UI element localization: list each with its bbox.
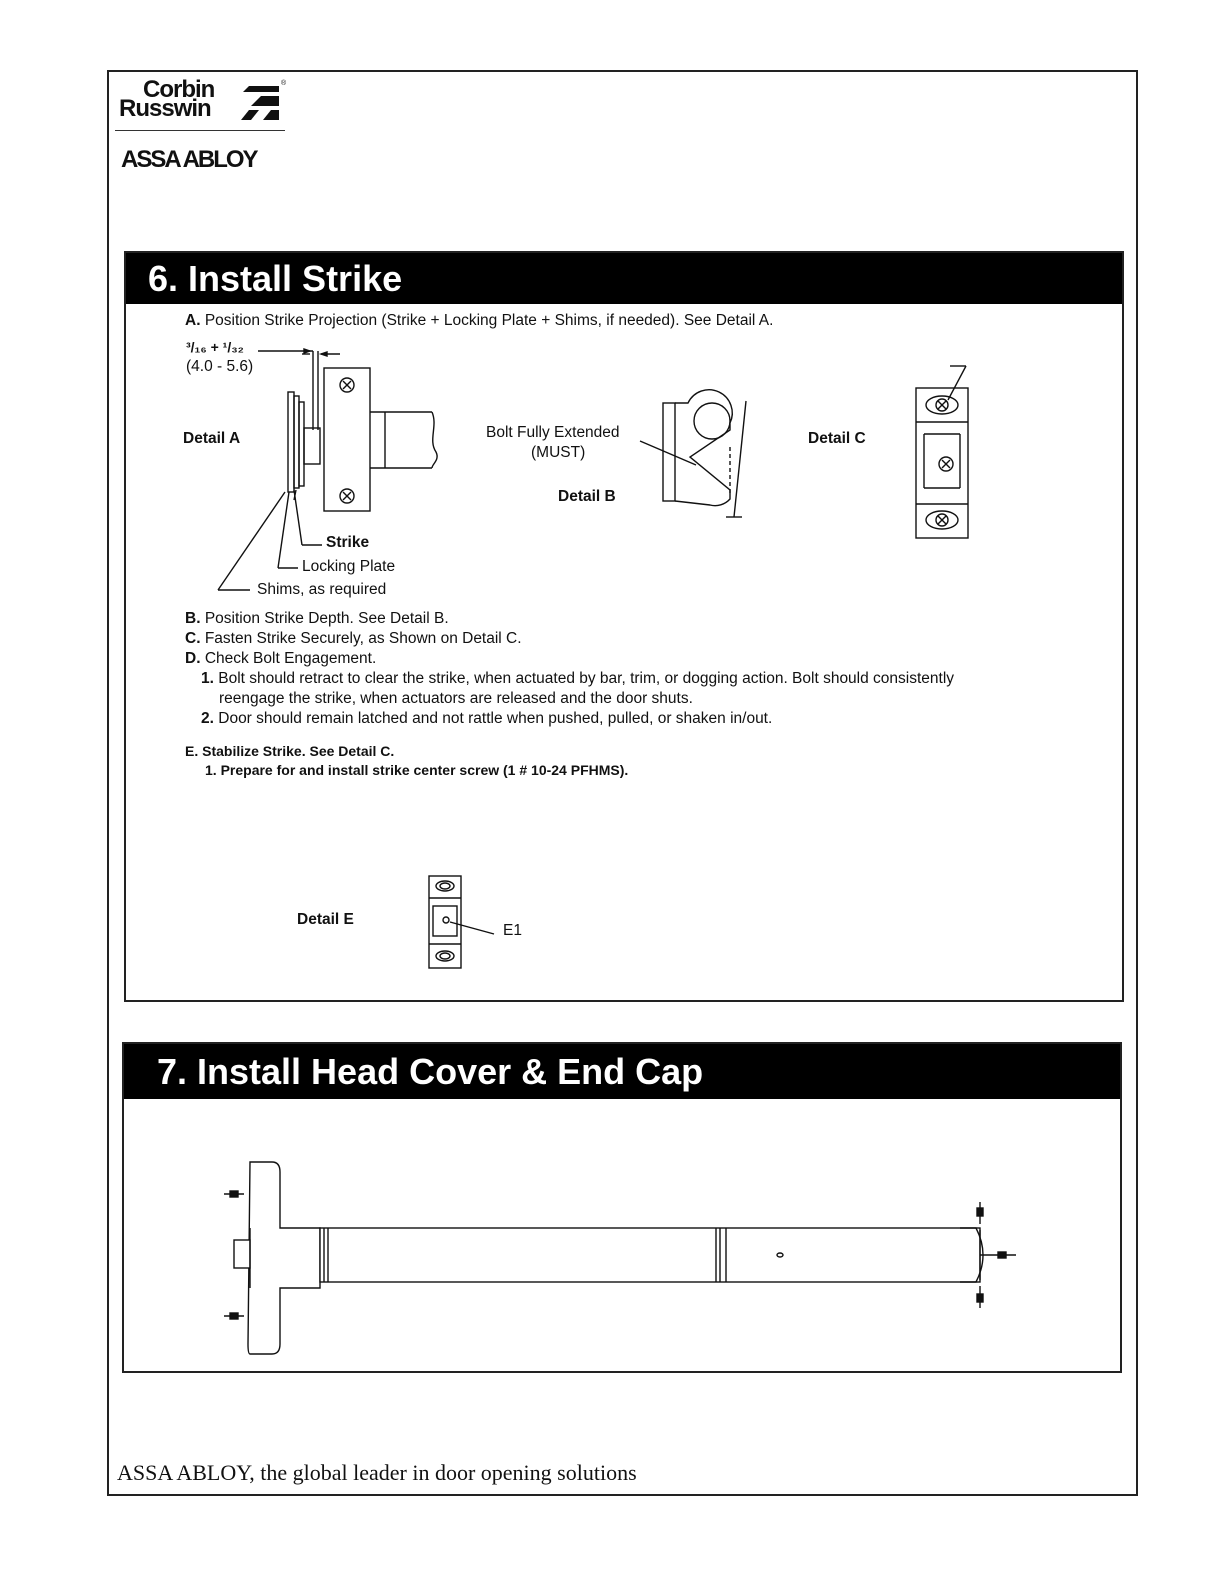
step-d1-text-line1: Bolt should retract to clear the strike, when actuated by bar, trim, or dogging action. Bolt should consistently [218, 670, 955, 687]
detail-c-label: Detail C [808, 430, 866, 447]
detail-b-callout-line2: (MUST) [531, 444, 586, 461]
logo-russwin-text: Russwin [119, 95, 211, 122]
logo-divider [115, 130, 285, 131]
detail-b-callout-line1: Bolt Fully Extended [486, 424, 620, 441]
step-a-text: Position Strike Projection (Strike + Locking Plate + Shims, if needed). See Detail A. [204, 312, 774, 329]
logo-corbin-text: Corbin [143, 76, 215, 103]
detail-a-shims-label: Shims, as required [257, 581, 387, 598]
exit-device-drawing [220, 1158, 1020, 1358]
step-d1-line1 [201, 670, 954, 688]
step-b [185, 610, 449, 628]
detail-a-locking-plate-label: Locking Plate [302, 558, 396, 575]
detail-a-drawing [210, 340, 450, 600]
detail-b-label: Detail B [558, 488, 616, 505]
step-d2-number: 2. [201, 710, 214, 727]
detail-e-drawing [420, 872, 500, 972]
logo-registered-mark: ® [281, 80, 287, 87]
corbin-russwin-logo [115, 76, 295, 176]
step-d1-line2: reengage the strike, when actuators are released and the door shuts. [219, 690, 693, 707]
section-7-title: 7. Install Head Cover & End Cap [124, 1044, 1120, 1099]
step-a [185, 312, 773, 330]
logo-stripes-icon [239, 84, 281, 122]
detail-c-drawing [910, 360, 980, 545]
detail-e-label: Detail E [297, 911, 354, 928]
step-d1-number: 1. [201, 670, 214, 687]
detail-a-label: Detail A [183, 430, 241, 447]
step-d-text: Check Bolt Engagement. [204, 650, 377, 667]
step-d [185, 650, 376, 668]
section-6-title: 6. Install Strike [126, 253, 1122, 304]
detail-b-drawing [630, 395, 760, 525]
step-d2 [201, 710, 772, 728]
detail-a-strike-label: Strike [326, 534, 370, 551]
step-b-text: Position Strike Depth. See Detail B. [204, 610, 449, 627]
step-c-letter: C. [185, 630, 201, 647]
step-e: E. Stabilize Strike. See Detail C. [185, 743, 395, 759]
logo-assa-abloy-text: ASSA ABLOY [121, 146, 257, 173]
step-e1: 1. Prepare for and install strike center screw (1 # 10-24 PFHMS). [205, 762, 629, 778]
step-d-letter: D. [185, 650, 201, 667]
step-c-text: Fasten Strike Securely, as Shown on Detail C. [204, 630, 522, 647]
detail-e-callout: E1 [503, 922, 522, 939]
dimension-fraction: ³/₁₆ + ¹/₃₂ [186, 339, 244, 355]
footer-tagline: ASSA ABLOY, the global leader in door opening solutions [117, 1460, 637, 1485]
step-c [185, 630, 522, 648]
step-b-letter: B. [185, 610, 201, 627]
step-d2-text: Door should remain latched and not rattle when pushed, pulled, or shaken in/out. [218, 710, 773, 727]
step-a-letter: A. [185, 312, 201, 329]
dimension-metric: (4.0 - 5.6) [186, 358, 254, 375]
